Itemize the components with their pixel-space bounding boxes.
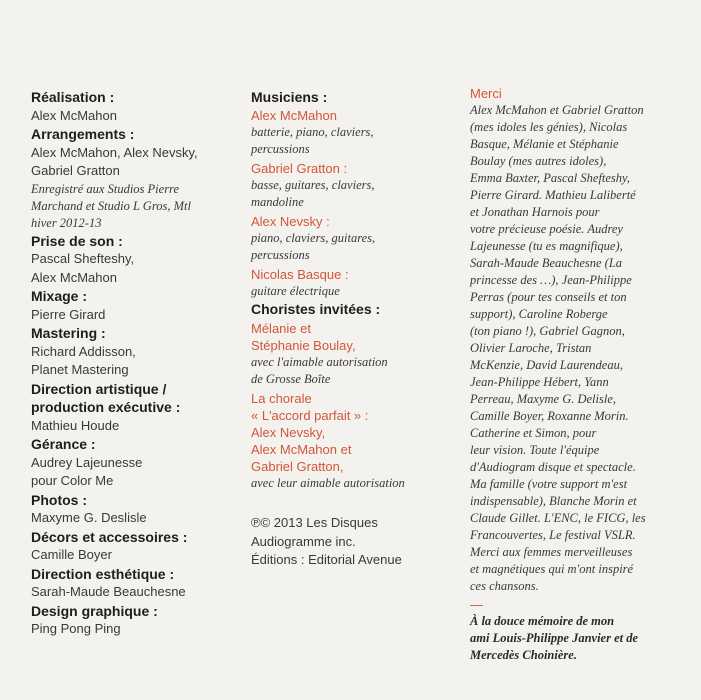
thanks-line: Alex McMahon et Gabriel Gratton xyxy=(470,103,644,117)
gerance-value: Audrey Lajeunesse xyxy=(31,454,143,470)
mixage-heading: Mixage : xyxy=(31,288,88,304)
design-graphique-value: Ping Pong Ping xyxy=(31,621,121,636)
thanks-line: Olivier Laroche, Tristan xyxy=(470,341,592,355)
musician-name: Alex McMahon xyxy=(251,107,337,123)
mastering-value: Richard Addisson, xyxy=(31,343,136,359)
memorial-line: ami Louis-Philippe Janvier et de xyxy=(470,631,639,645)
realisation-value: Alex McMahon xyxy=(31,107,117,123)
thanks-line: Jean-Philippe Hébert, Yann xyxy=(470,375,609,389)
recording-note: hiver 2012-13 xyxy=(31,215,102,230)
thanks-line: et magnétiques qui m'ont inspiré xyxy=(470,562,634,576)
direction-artistique-value: Mathieu Houde xyxy=(31,417,120,433)
thanks-line: princesse des …), Jean-Philippe xyxy=(470,273,632,287)
musician-instruments: mandoline xyxy=(251,194,304,209)
musician-instruments: piano, claviers, guitares, xyxy=(251,230,376,245)
choriste-name: Mélanie et xyxy=(251,321,311,336)
musician-instruments: percussions xyxy=(251,141,310,156)
choriste-name: Stéphanie Boulay, xyxy=(251,338,356,353)
gerance-value: pour Color Me xyxy=(31,473,114,488)
memorial-line: Mercedès Choinière. xyxy=(470,648,577,662)
thanks-line: Merci aux femmes merveilleuses xyxy=(470,545,633,559)
musician-instruments: basse, guitares, claviers, xyxy=(251,177,375,192)
musician-name: Alex Nevsky : xyxy=(251,213,330,229)
thanks-line: support), Caroline Roberge xyxy=(470,307,608,321)
decors-heading: Décors et accessoires : xyxy=(31,528,188,545)
chorale-member: Gabriel Gratton, xyxy=(251,459,344,474)
memorial-line: À la douce mémoire de mon xyxy=(470,614,615,628)
recording-note: Marchand et Studio L Gros, Mtl xyxy=(31,198,191,213)
photos-value: Maxyme G. Deslisle xyxy=(31,510,147,525)
thanks-line: McKenzie, David Laurendeau, xyxy=(470,358,623,372)
thanks-line: d'Audiogram disque et spectacle. xyxy=(470,460,636,474)
musician-instruments: batterie, piano, claviers, xyxy=(251,124,374,139)
direction-artistique-heading: Direction artistique / xyxy=(31,380,167,397)
mastering-heading: Mastering : xyxy=(31,325,106,341)
choristes-heading: Choristes invitées : xyxy=(251,300,381,317)
recording-note: Enregistré aux Studios Pierre xyxy=(31,181,180,196)
thanks-column xyxy=(470,85,695,664)
thanks-line: indispensable), Blanche Morin et xyxy=(470,494,637,508)
chorale-name: La chorale xyxy=(251,391,312,406)
thanks-line: Perras (pour tes conseils et ton xyxy=(470,290,627,304)
thanks-line: Pierre Girard. Mathieu Laliberté xyxy=(470,188,636,202)
musician-name: Gabriel Gratton : xyxy=(251,160,348,176)
memorial-text xyxy=(470,613,695,664)
thanks-line: Francouvertes, Le festival VSLR. xyxy=(470,528,636,542)
realisation-heading: Réalisation : xyxy=(31,89,115,105)
prise-de-son-value: Alex McMahon xyxy=(31,269,117,285)
arrangements-heading: Arrangements : xyxy=(31,126,135,142)
arrangements-value: Alex McMahon, Alex Nevsky, xyxy=(31,144,198,160)
choriste-note: avec l'aimable autorisation xyxy=(251,355,388,369)
musician-name: Nicolas Basque : xyxy=(251,266,349,282)
thanks-line: (mes idoles les génies), Nicolas xyxy=(470,120,628,134)
copyright-line: Éditions : Editorial Avenue xyxy=(251,552,402,567)
mastering-value: Planet Mastering xyxy=(31,362,129,377)
gerance-heading: Gérance : xyxy=(31,436,96,452)
credits-column xyxy=(31,88,241,639)
design-graphique-heading: Design graphique : xyxy=(31,602,158,619)
production-executive-heading: production exécutive : xyxy=(31,399,181,415)
thanks-line: Ma famille (votre support m'est xyxy=(470,477,628,491)
chorale-name: « L'accord parfait » : xyxy=(251,408,369,423)
arrangements-value: Gabriel Gratton xyxy=(31,163,120,178)
prise-de-son-heading: Prise de son : xyxy=(31,232,123,249)
chorale-member: Alex Nevsky, xyxy=(251,425,326,440)
thanks-line: votre précieuse poésie. Audrey xyxy=(470,222,623,236)
direction-esthetique-value: Sarah-Maude Beauchesne xyxy=(31,584,186,599)
thanks-line: Claude Gillet. L'ENC, le FICG, les xyxy=(470,511,646,525)
thanks-line: et Jonathan Harnois pour xyxy=(470,205,600,219)
chorale-note: avec leur aimable autorisation xyxy=(251,476,405,490)
musician-instruments: percussions xyxy=(251,247,310,262)
thanks-text xyxy=(470,102,695,595)
thanks-line: Camille Boyer, Roxanne Morin. xyxy=(470,409,629,423)
thanks-line: Basque, Mélanie et Stéphanie xyxy=(470,137,619,151)
thanks-line: Emma Baxter, Pascal Shefteshy, xyxy=(470,171,631,185)
thanks-line: ces chansons. xyxy=(470,579,539,593)
thanks-line: Sarah-Maude Beauchesne (La xyxy=(470,256,623,270)
copyright-line: Audiogramme inc. xyxy=(251,533,356,549)
thanks-line: Lajeunesse (tu es magnifique), xyxy=(470,239,623,253)
merci-heading: Merci xyxy=(470,86,502,101)
musiciens-heading: Musiciens : xyxy=(251,89,328,105)
separator-dash: — xyxy=(470,597,483,612)
thanks-line: leur vision. Toute l'équipe xyxy=(470,443,600,457)
copyright-line: ℗© 2013 Les Disques xyxy=(251,515,378,530)
mixage-value: Pierre Girard xyxy=(31,306,106,322)
chorale-member: Alex McMahon et xyxy=(251,442,352,457)
thanks-line: (ton piano !), Gabriel Gagnon, xyxy=(470,324,625,338)
prise-de-son-value: Pascal Shefteshy, xyxy=(31,251,135,266)
photos-heading: Photos : xyxy=(31,491,87,508)
musicians-column xyxy=(251,88,466,570)
direction-esthetique-heading: Direction esthétique : xyxy=(31,565,175,582)
decors-value: Camille Boyer xyxy=(31,547,112,562)
thanks-line: Catherine et Simon, pour xyxy=(470,426,597,440)
thanks-line: Boulay (mes autres idoles), xyxy=(470,154,607,168)
choriste-note: de Grosse Boîte xyxy=(251,372,331,386)
musician-instruments: guitare électrique xyxy=(251,283,340,298)
thanks-line: Perreau, Maxyme G. Delisle, xyxy=(470,392,617,406)
